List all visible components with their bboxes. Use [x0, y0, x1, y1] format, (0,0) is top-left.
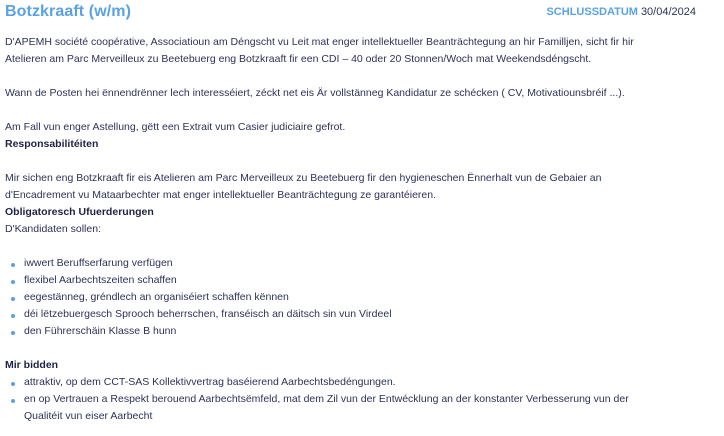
deadline-label: SCHLUSSDATUM — [546, 6, 638, 18]
responsibilities-heading: Responsabilitéiten — [5, 138, 99, 150]
bullet-icon — [11, 382, 15, 386]
requirements-intro: D'Kandidaten sollen: — [5, 223, 101, 235]
list-item: attraktiv, op dem CCT-SAS Kollektivvertrag baséierend Aarbechtsbedéngungen. — [5, 374, 705, 391]
bullet-icon — [11, 314, 15, 318]
offer-heading: Mir bidden — [5, 359, 59, 371]
offer-list — [5, 374, 705, 425]
responsibilities-line-1: Mir sichen eng Botzkraaft fir eis Atelieren am Parc Merveilleux zu Beetebuerg fir den hygieneschen Ënnerhalt vun de Gebaier an — [5, 172, 602, 184]
job-description — [5, 34, 705, 425]
bullet-icon — [11, 297, 15, 301]
requirements-list — [5, 255, 705, 340]
list-item: flexibel Aarbechtszeiten schaffen — [5, 272, 705, 289]
intro-line-2: Atelieren am Parc Merveilleux zu Beetebuerg eng Botzkraaft fir een CDI – 40 oder 20 Stonnen/Woch mat Weekendsdéngscht. — [5, 53, 592, 65]
criminal-record-note: Am Fall vun enger Astellung, gëtt een Extrait vum Casier judiciaire gefrot. — [5, 121, 346, 133]
intro-line-1: D'APEMH société coopérative, Associatioun am Déngscht vu Leit mat enger intellektueller Beanträchtegung an hir Familljen, sicht fir hir — [5, 36, 634, 48]
deadline — [546, 6, 696, 18]
list-item: eegestänneg, gréndlech an organiséiert schaffen kënnen — [5, 289, 705, 306]
bullet-icon — [11, 331, 15, 335]
bullet-icon — [11, 399, 15, 403]
bullet-icon — [11, 280, 15, 284]
application-invite: Wann de Posten hei ënnendrënner lech interesséiert, zéckt net eis Är vollstänneg Kandidatur ze schécken ( CV, Motivatiounsbréif ...). — [5, 87, 625, 99]
list-item: iwwert Beruffserfarung verfügen — [5, 255, 705, 272]
list-item: déi lëtzebuergesch Sprooch beherrschen, franséisch an däitsch sin vun Virdeel — [5, 306, 705, 323]
responsibilities-line-2: d'Encadrement vu Mataarbechter mat enger intellektueller Beanträchtegung ze garantéieren. — [5, 189, 437, 201]
requirements-heading: Obligatoresch Ufuerderungen — [5, 206, 154, 218]
list-item: en op Vertrauen a Respekt berouend Aarbechtsëmfeld, mat dem Zil vun der Entwécklung an der konstanter Verbesserung vun der Qualitéit vun eiser Aarbecht — [5, 391, 705, 425]
job-title: Botzkraaft (w/m) — [5, 3, 132, 20]
list-item: den Führerschäin Klasse B hunn — [5, 323, 705, 340]
deadline-date: 30/04/2024 — [640, 6, 696, 18]
job-header — [5, 3, 696, 25]
bullet-icon — [11, 263, 15, 267]
